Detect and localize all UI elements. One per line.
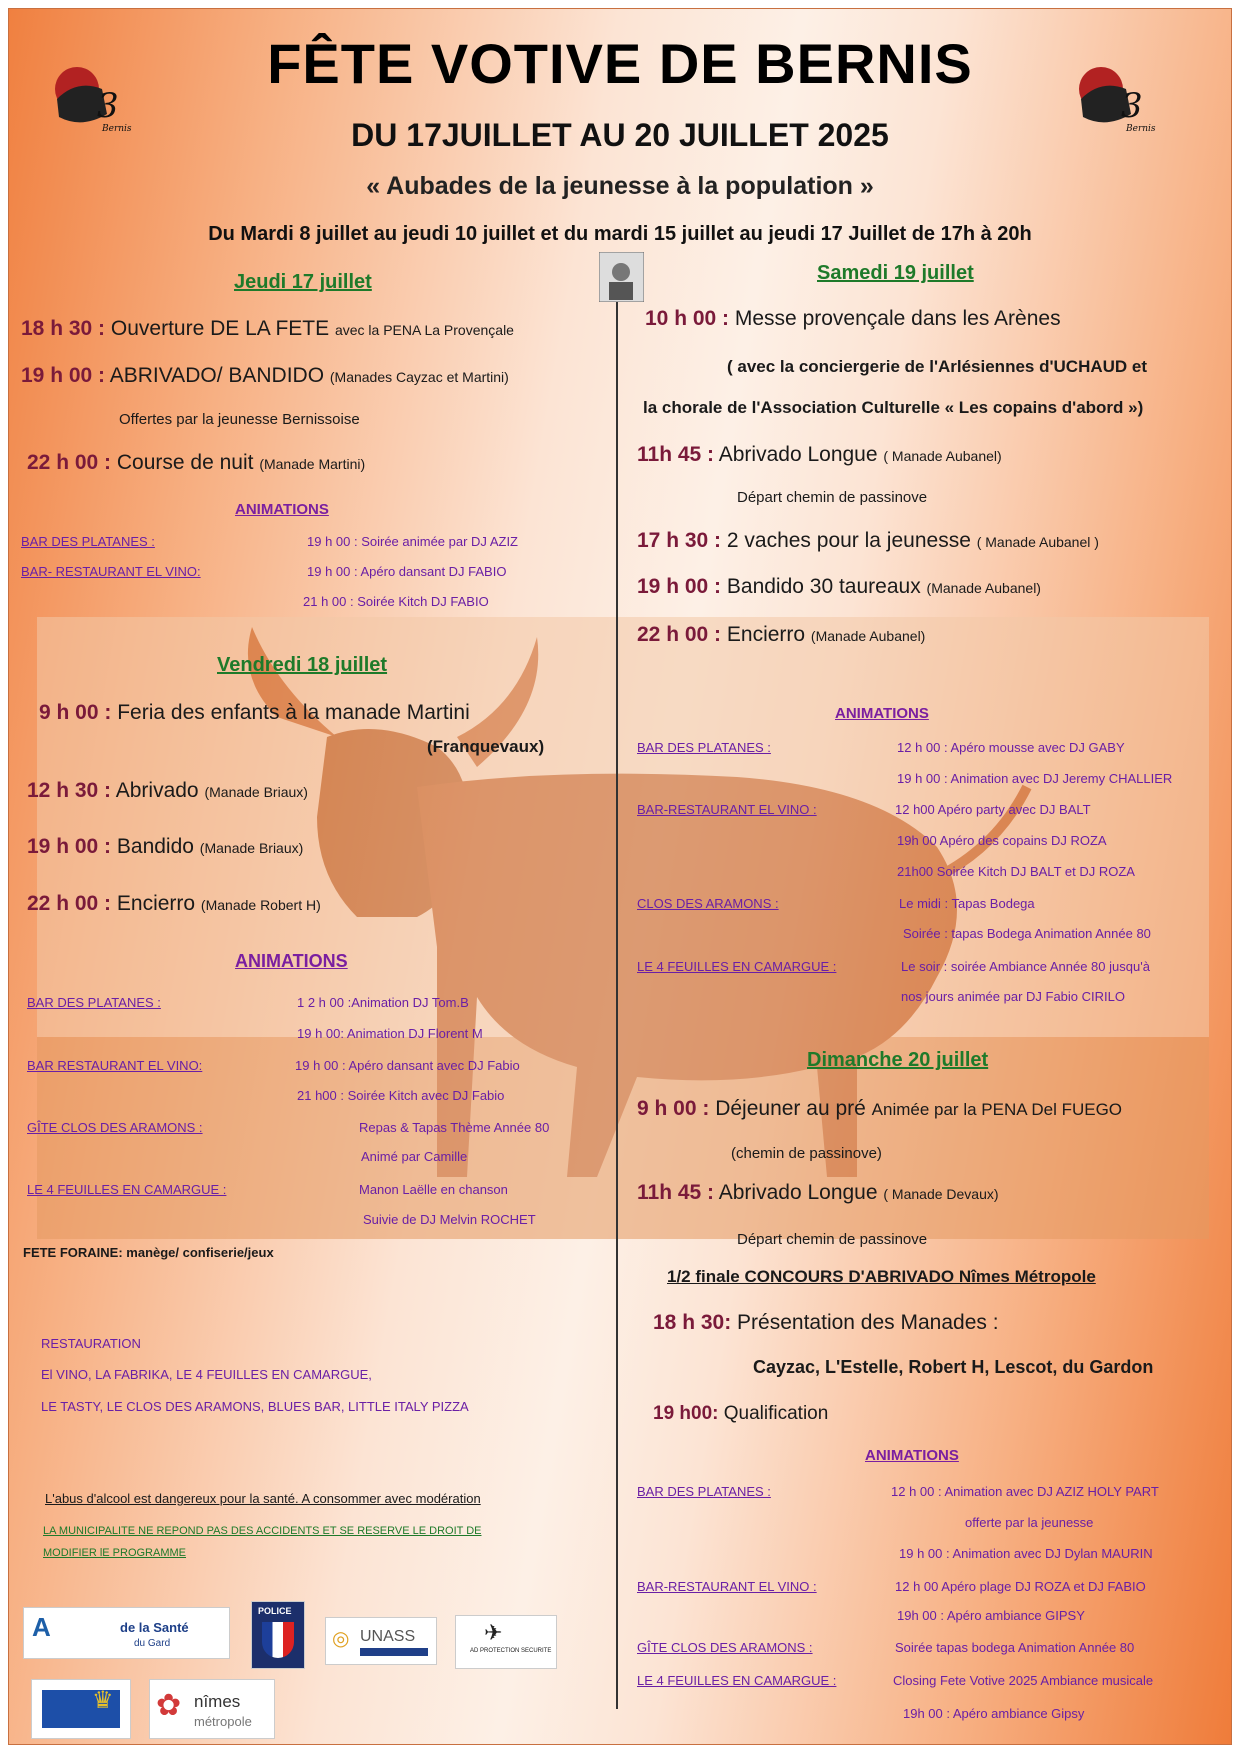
restauration-heading: RESTAURATION [41,1336,141,1351]
activity-thursday-2: 19 h 00 : Apéro dansant DJ FABIO [307,564,507,579]
activity-friday-7: Manon Laëlle en chanson [359,1182,508,1197]
event-saturday-1: 10 h 00 : Messe provençale dans les Arènes [645,307,1061,330]
venue-sunday-1: BAR DES PLATANES : [637,1484,771,1499]
intro-line: Du Mardi 8 juillet au jeudi 10 juillet et du mardi 15 juillet au jeudi 17 Juillet de 17h à 20h [208,223,1032,245]
event-thursday-2: 19 h 00 : ABRIVADO/ BANDIDO (Manades Cayzac et Martini) [21,364,509,387]
activity-saturday-1: 12 h 00 : Apéro mousse avec DJ GABY [897,740,1125,755]
day-heading-friday: Vendredi 18 juillet [217,654,388,676]
event-saturday-1-note-2: la chorale de l'Association Culturelle « Les copains d'abord ») [643,398,1144,417]
sponsor-sante-logo: A de la Santé du Gard [23,1607,230,1659]
police-logo: POLICE [251,1601,305,1669]
disclaimer-line-2: MODIFIER lE PROGRAMME [43,1547,187,1559]
event-friday-location: (Franquevaux) [427,737,545,756]
event-saturday-4: 19 h 00 : Bandido 30 taureaux (Manade Aubanel) [637,575,1041,598]
venue-saturday-4: LE 4 FEUILLES EN CAMARGUE : [637,959,837,974]
animations-heading-friday: ANIMATIONS [235,951,348,971]
venue-friday-4: LE 4 FEUILLES EN CAMARGUE : [27,1182,227,1197]
activity-friday-8: Suivie de DJ Melvin ROCHET [363,1212,536,1227]
activity-saturday-9: nos jours animée par DJ Fabio CIRILO [901,989,1125,1004]
event-saturday-3: 17 h 30 : 2 vaches pour la jeunesse ( Manade Aubanel ) [637,529,1099,552]
alcohol-warning: L'abus d'alcool est dangereux pour la santé. A consommer avec modération [45,1491,481,1506]
poster [8,8,1232,1745]
event-friday-2: 12 h 30 : Abrivado (Manade Briaux) [27,779,308,802]
venue-friday-3: GÎTE CLOS DES ARAMONS : [27,1120,203,1135]
subtitle: « Aubades de la jeunesse à la population » [366,172,874,200]
activity-sunday-2: offerte par la jeunesse [965,1515,1094,1530]
activity-friday-2: 19 h 00: Animation DJ Florent M [297,1026,483,1041]
event-sunday-2: 11h 45 : Abrivado Longue ( Manade Devaux) [637,1181,999,1204]
svg-text:3: 3 [97,86,119,126]
activity-sunday-5: 19h 00 : Apéro ambiance GIPSY [897,1608,1085,1623]
activity-friday-4: 21 h00 : Soirée Kitch avec DJ Fabio [297,1088,505,1103]
venue-friday-2: BAR RESTAURANT EL VINO: [27,1058,203,1073]
venue-sunday-4: LE 4 FEUILLES EN CAMARGUE : [637,1673,837,1688]
event-friday-4: 22 h 00 : Encierro (Manade Robert H) [27,892,321,915]
unass-logo: ◎ UNASS [325,1617,437,1665]
day-heading-thursday: Jeudi 17 juillet [234,271,372,293]
svg-text:3: 3 [1121,86,1143,126]
venue-friday-1: BAR DES PLATANES : [27,995,161,1010]
animations-heading-saturday: ANIMATIONS [835,705,929,722]
activity-thursday-3: 21 h 00 : Soirée Kitch DJ FABIO [303,594,489,609]
concours-heading: 1/2 finale CONCOURS D'ABRIVADO Nîmes Métropole [667,1267,1096,1286]
venue-saturday-2: BAR-RESTAURANT EL VINO : [637,802,817,817]
activity-friday-5: Repas & Tapas Thème Année 80 [359,1120,550,1135]
activity-saturday-3: 12 h00 Apéro party avec DJ BALT [895,802,1091,817]
activity-sunday-4: 12 h 00 Apéro plage DJ ROZA et DJ FABIO [895,1579,1146,1594]
event-friday-1: 9 h 00 : Feria des enfants à la manade Martini [39,701,470,724]
venue-saturday-3: CLOS DES ARAMONS : [637,896,779,911]
day-heading-sunday: Dimanche 20 juillet [807,1049,989,1071]
venue-sunday-3: GÎTE CLOS DES ARAMONS : [637,1640,813,1655]
event-friday-3: 19 h 00 : Bandido (Manade Briaux) [27,835,304,858]
activity-saturday-7: Soirée : tapas Bodega Animation Année 80 [903,926,1151,941]
protection-logo: ✈ AD PROTECTION SECURITE [455,1615,557,1669]
activity-thursday-1: 19 h 00 : Soirée animée par DJ AZIZ [307,534,518,549]
fete-foraine: FETE FORAINE: manège/ confiserie/jeux [23,1245,274,1260]
event-thursday-3: 22 h 00 : Course de nuit (Manade Martini) [27,451,366,474]
activity-sunday-7: Closing Fete Votive 2025 Ambiance musicale [893,1673,1154,1688]
center-divider [616,289,618,1709]
event-saturday-5: 22 h 00 : Encierro (Manade Aubanel) [637,623,926,646]
animations-heading-sunday: ANIMATIONS [865,1447,959,1464]
event-sunday-presentation: 18 h 30: Présentation des Manades : [653,1311,999,1334]
event-sunday-qualification: 19 h00: Qualification [653,1403,829,1424]
svg-text:Bernis: Bernis [102,124,132,134]
activity-friday-6: Animé par Camille [361,1149,468,1164]
activity-sunday-8: 19h 00 : Apéro ambiance Gipsy [903,1706,1085,1721]
activity-sunday-1: 12 h 00 : Animation avec DJ AZIZ HOLY PART [891,1484,1159,1499]
manades-list: Cayzac, L'Estelle, Robert H, Lescot, du Gardon [753,1357,1154,1377]
event-sunday-1-note: (chemin de passinove) [731,1145,882,1162]
animations-heading-thursday: ANIMATIONS [235,501,329,518]
activity-sunday-3: 19 h 00 : Animation avec DJ Dylan MAURIN [899,1546,1153,1561]
restauration-line-1: El VINO, LA FABRIKA, LE 4 FEUILLES EN CAMARGUE, [41,1367,372,1382]
venue-thursday-2: BAR- RESTAURANT EL VINO: [21,564,201,579]
page-title: FÊTE VOTIVE DE BERNIS [267,32,973,95]
activity-saturday-6: Le midi : Tapas Bodega [899,896,1035,911]
restauration-line-2: LE TASTY, LE CLOS DES ARAMONS, BLUES BAR, LITTLE ITALY PIZZA [41,1399,469,1414]
venue-saturday-1: BAR DES PLATANES : [637,740,771,755]
svg-text:Bernis: Bernis [1126,124,1156,134]
nimes-metropole-logo: ✿ nîmes métropole [149,1679,275,1739]
event-saturday-2-note: Départ chemin de passinove [737,489,928,506]
event-dates: DU 17JUILLET AU 20 JUILLET 2025 [351,117,889,153]
event-thursday-note: Offertes par la jeunesse Bernissoise [119,411,360,428]
venue-sunday-2: BAR-RESTAURANT EL VINO : [637,1579,817,1594]
activity-saturday-2: 19 h 00 : Animation avec DJ Jeremy CHALLIER [897,771,1173,786]
activity-friday-3: 19 h 00 : Apéro dansant avec DJ Fabio [295,1058,520,1073]
day-heading-saturday: Samedi 19 juillet [817,262,974,284]
event-thursday-1: 18 h 30 : Ouverture DE LA FETE avec la PENA La Provençale [21,317,514,340]
center-photo [599,252,644,302]
event-sunday-2-note: Départ chemin de passinove [737,1231,928,1248]
event-saturday-1-note-1: ( avec la conciergerie de l'Arlésiennes d'UCHAUD et [727,357,1148,376]
activity-saturday-4: 19h 00 Apéro des copains DJ ROZA [897,833,1107,848]
gendarmerie-logo: ♛ [31,1679,131,1739]
activity-friday-1: 1 2 h 00 :Animation DJ Tom.B [297,995,469,1010]
disclaimer-line-1: LA MUNICIPALITE NE REPOND PAS DES ACCIDENTS ET SE RESERVE LE DROIT DE [43,1525,482,1537]
activity-sunday-6: Soirée tapas bodega Animation Année 80 [895,1640,1135,1655]
event-sunday-1: 9 h 00 : Déjeuner au pré Animée par la PENA Del FUEGO [637,1097,1123,1120]
activity-saturday-5: 21h00 Soirée Kitch DJ BALT et DJ ROZA [897,864,1135,879]
venue-thursday-1: BAR DES PLATANES : [21,534,155,549]
event-saturday-2: 11h 45 : Abrivado Longue ( Manade Aubanel) [637,443,1002,466]
activity-saturday-8: Le soir : soirée Ambiance Année 80 jusqu'à [901,959,1150,974]
